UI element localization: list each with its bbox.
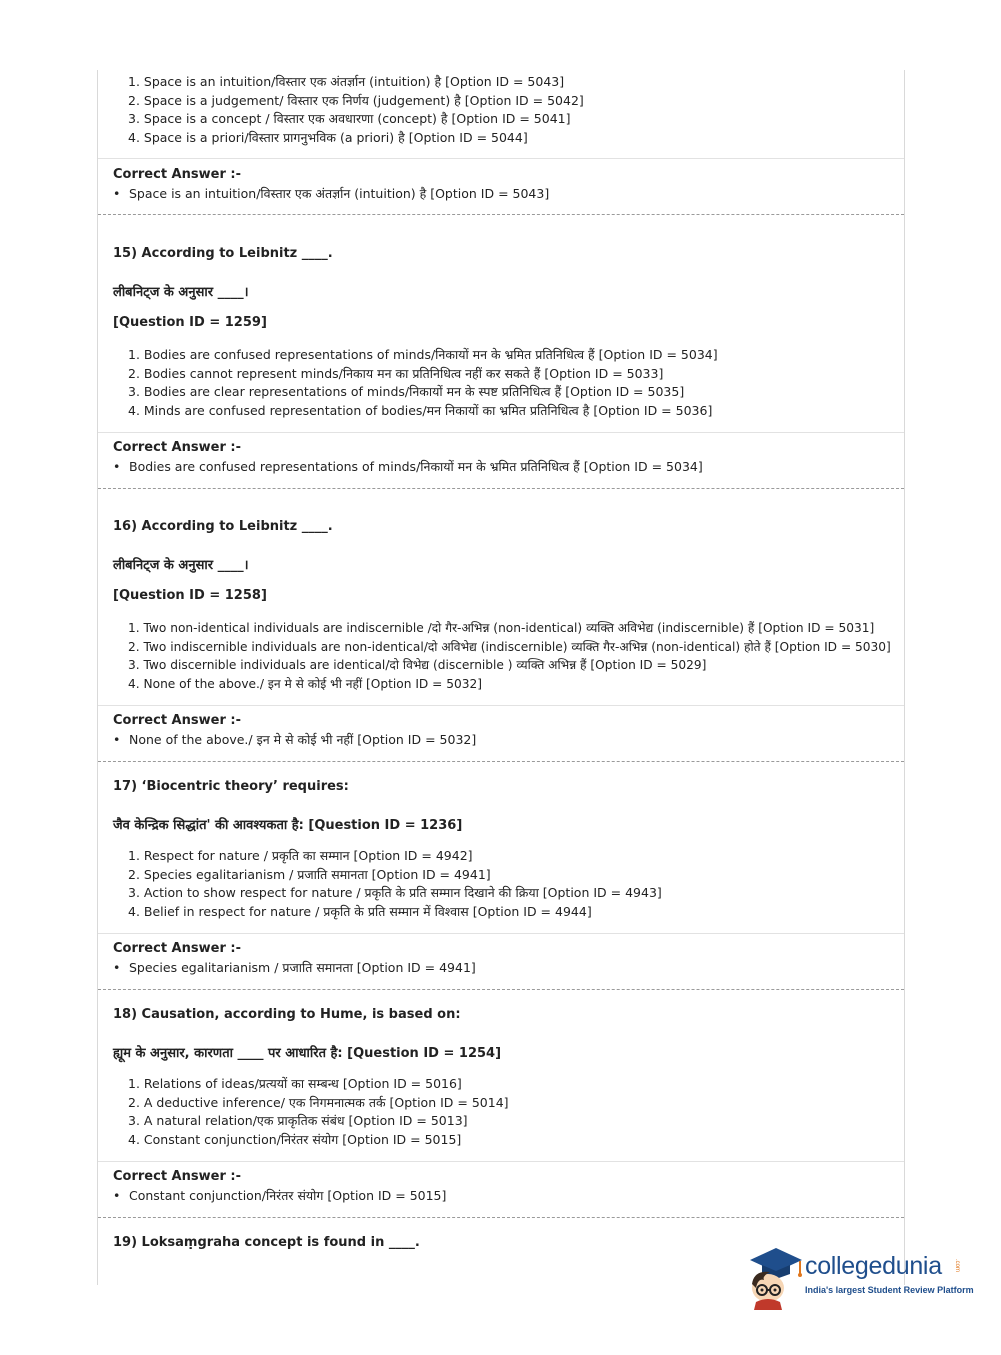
question-title: 18) Causation, according to Hume, is based on:	[113, 1007, 461, 1022]
correct-answer-value: • Constant conjunction/निरंतर संयोग [Option ID = 5015]	[113, 1187, 446, 1204]
option-item: 4. Belief in respect for nature / प्रकृति के प्रति सम्मान में विश्वास [Option ID = 4944]	[128, 903, 592, 919]
logo-domain-suffix: .com	[954, 1259, 960, 1273]
question-title: 17) ‘Biocentric theory’ requires:	[113, 779, 349, 794]
correct-answer-label: Correct Answer :-	[113, 941, 241, 956]
option-item: 1. Relations of ideas/प्रत्ययों का सम्बन्ध [Option ID = 5016]	[128, 1076, 462, 1091]
correct-answer-value: • Species egalitarianism / प्रजाति समानता [Option ID = 4941]	[113, 959, 476, 976]
q18-correct-answer	[113, 1169, 446, 1204]
question-hindi: लीबनिट्ज के अनुसार ____।	[113, 285, 249, 300]
q17-options	[113, 847, 672, 921]
collegedunia-logo	[742, 1244, 972, 1314]
logo-tagline: India's largest Student Review Platform	[805, 1285, 974, 1295]
option-item: 3. A natural relation/एक प्राकृतिक संबंध [Option ID = 5013]	[128, 1113, 468, 1128]
question-separator	[98, 488, 904, 489]
option-item: 1. Space is an intuition/विस्तार एक अंतर्ज्ञान (intuition) है [Option ID = 5043]	[128, 74, 565, 89]
question-title: 19) Loksaṃgraha concept is found in ____.	[113, 1235, 420, 1250]
option-item: 4. Minds are confused representation of bodies/मन निकायों का भ्रमित प्रतिनिधित्व है [Option ID = 5036]	[128, 402, 713, 418]
question-id: [Question ID = 1259]	[113, 315, 267, 330]
option-item: 2. Space is a judgement/ विस्तार एक निर्णय (judgement) है [Option ID = 5042]	[128, 92, 584, 108]
question-separator	[98, 989, 904, 990]
divider	[98, 705, 904, 706]
question-separator	[98, 761, 904, 762]
question-hindi: लीबनिट्ज के अनुसार ____।	[113, 558, 249, 573]
correct-answer-label: Correct Answer :-	[113, 440, 241, 455]
q15-options	[113, 346, 728, 420]
divider	[98, 432, 904, 433]
question-title: 16) According to Leibnitz ____.	[113, 519, 333, 534]
q15-correct-answer	[113, 440, 703, 475]
question-separator	[98, 214, 904, 215]
q18-options	[113, 1075, 519, 1149]
question-id: [Question ID = 1258]	[113, 588, 267, 603]
q16-correct-answer	[113, 713, 476, 748]
option-item: 1. Respect for nature / प्रकृति का सम्मान [Option ID = 4942]	[128, 848, 473, 863]
option-item: 2. Species egalitarianism / प्रजाति समानता [Option ID = 4941]	[128, 866, 491, 882]
option-item: 3. Two discernible individuals are identical/दो विभेद्य (discernible ) व्यक्ति अभिन्न हैं [Option ID = 5029]	[128, 658, 707, 672]
correct-answer-label: Correct Answer :-	[113, 713, 241, 728]
option-item: 4. Space is a priori/विस्तार प्रागनुभविक (a priori) है [Option ID = 5044]	[128, 129, 528, 145]
question-hindi: जैव केन्द्रिक सिद्धांत' की आवश्यकता है: [Question ID = 1236]	[113, 818, 463, 833]
exam-page	[97, 70, 905, 1285]
correct-answer-label: Correct Answer :-	[113, 167, 241, 182]
q14-options	[113, 73, 594, 147]
option-item: 3. Action to show respect for nature / प्रकृति के प्रति सम्मान दिखाने की क्रिया [Option ID = 4943]	[128, 885, 662, 900]
q14-correct-answer	[113, 167, 549, 202]
correct-answer-label: Correct Answer :-	[113, 1169, 241, 1184]
correct-answer-value: • None of the above./ इन मे से कोई भी नहीं [Option ID = 5032]	[113, 731, 476, 748]
option-item: 2. Bodies cannot represent minds/निकाय मन का प्रतिनिधित्व नहीं कर सकते हैं [Option ID = 5033]	[128, 365, 664, 381]
q16-options	[113, 619, 901, 693]
option-item: 2. A deductive inference/ एक निगमनात्मक तर्क [Option ID = 5014]	[128, 1094, 509, 1110]
question-hindi: ह्यूम के अनुसार, कारणता ____ पर आधारित है: [Question ID = 1254]	[113, 1046, 502, 1061]
divider	[98, 1161, 904, 1162]
question-separator	[98, 1217, 904, 1218]
option-item: 3. Bodies are clear representations of minds/निकायों मन के स्पष्ट प्रतिनिधित्व हैं [Option ID = 5035]	[128, 384, 685, 399]
option-item: 4. None of the above./ इन मे से कोई भी नहीं [Option ID = 5032]	[128, 676, 483, 691]
option-item: 1. Bodies are confused representations of minds/निकायों मन के भ्रमित प्रतिनिधित्व हैं [Option ID = 5034]	[128, 347, 718, 362]
divider	[98, 158, 904, 159]
q17-correct-answer	[113, 941, 476, 976]
option-item: 1. Two non-identical individuals are indiscernible /दो गैर-अभिन्न (non-identical) व्यक्ति अविभेद्य (indiscernible) हैं [Option ID = 5031]	[128, 621, 875, 635]
logo-wordmark: collegedunia	[805, 1252, 942, 1280]
option-item: 3. Space is a concept / विस्तार एक अवधारणा (concept) है [Option ID = 5041]	[128, 111, 571, 126]
question-title: 15) According to Leibnitz ____.	[113, 246, 333, 261]
option-item: 2. Two indiscernible individuals are non-identical/दो अविभेद्य (indiscernible) व्यक्ति गैर-अभिन्न (non-identical) होते हैं [Option ID = 5030]	[128, 639, 891, 654]
divider	[98, 933, 904, 934]
correct-answer-value: • Space is an intuition/विस्तार एक अंतर्ज्ञान (intuition) है [Option ID = 5043]	[113, 185, 549, 202]
correct-answer-value: • Bodies are confused representations of minds/निकायों मन के भ्रमित प्रतिनिधित्व हैं [Option ID = 5034]	[113, 458, 703, 475]
option-item: 4. Constant conjunction/निरंतर संयोग [Option ID = 5015]	[128, 1131, 462, 1147]
mascot-icon	[742, 1244, 804, 1310]
